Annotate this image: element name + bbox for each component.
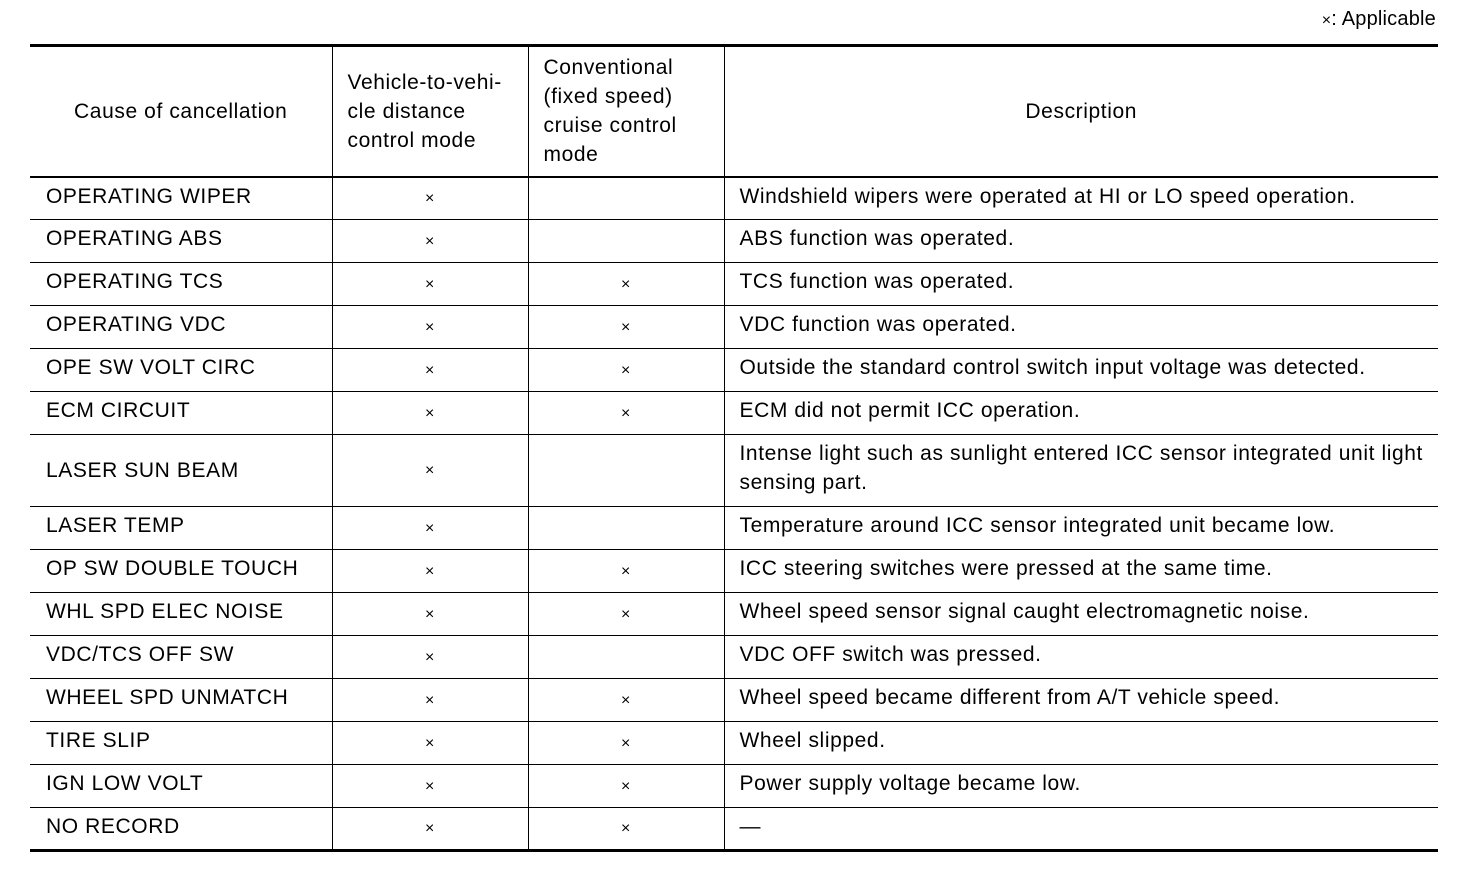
conventional-mode-cell: × bbox=[528, 593, 724, 636]
description-cell: Temperature around ICC sensor integrated unit became low. bbox=[724, 507, 1438, 550]
header-distance-mode bbox=[332, 46, 528, 177]
header-distance-mode-text: Vehicle-to-vehi- cle distance control mode bbox=[347, 70, 502, 152]
cause-cell: NO RECORD bbox=[30, 808, 332, 851]
distance-mode-cell: × bbox=[332, 220, 528, 263]
distance-mode-cell: × bbox=[332, 392, 528, 435]
table-row bbox=[30, 550, 1438, 593]
description-cell: ABS function was operated. bbox=[724, 220, 1438, 263]
applicable-mark: × bbox=[1321, 12, 1332, 29]
description-cell: Wheel speed sensor signal caught electromagnetic noise. bbox=[724, 593, 1438, 636]
distance-mode-cell: × bbox=[332, 765, 528, 808]
table-row bbox=[30, 808, 1438, 851]
table-header-row bbox=[30, 46, 1438, 177]
description-cell: Intense light such as sunlight entered ICC sensor integrated unit light sensing part. bbox=[724, 435, 1438, 507]
applicable-legend bbox=[1322, 8, 1436, 31]
cause-cell: OPE SW VOLT CIRC bbox=[30, 349, 332, 392]
conventional-mode-cell bbox=[528, 507, 724, 550]
conventional-mode-cell: × bbox=[528, 765, 724, 808]
distance-mode-cell: × bbox=[332, 263, 528, 306]
conventional-mode-cell bbox=[528, 177, 724, 220]
distance-mode-cell: × bbox=[332, 550, 528, 593]
header-conventional-mode-text: Conventional (fixed speed) cruise control mode bbox=[543, 56, 677, 167]
cause-cell: OPERATING ABS bbox=[30, 220, 332, 263]
description-cell: ECM did not permit ICC operation. bbox=[724, 392, 1438, 435]
table-row bbox=[30, 507, 1438, 550]
conventional-mode-cell: × bbox=[528, 679, 724, 722]
cause-cell: TIRE SLIP bbox=[30, 722, 332, 765]
table-row bbox=[30, 220, 1438, 263]
table-row bbox=[30, 679, 1438, 722]
table-body bbox=[30, 177, 1438, 851]
conventional-mode-cell: × bbox=[528, 306, 724, 349]
cause-cell: VDC/TCS OFF SW bbox=[30, 636, 332, 679]
distance-mode-cell: × bbox=[332, 808, 528, 851]
distance-mode-cell: × bbox=[332, 177, 528, 220]
table-row bbox=[30, 593, 1438, 636]
table-row bbox=[30, 392, 1438, 435]
table-row bbox=[30, 636, 1438, 679]
conventional-mode-cell bbox=[528, 636, 724, 679]
table-row bbox=[30, 722, 1438, 765]
description-cell: Power supply voltage became low. bbox=[724, 765, 1438, 808]
cause-cell: IGN LOW VOLT bbox=[30, 765, 332, 808]
table-row bbox=[30, 765, 1438, 808]
cause-cell: LASER SUN BEAM bbox=[30, 435, 332, 507]
cause-cell: WHL SPD ELEC NOISE bbox=[30, 593, 332, 636]
description-cell: Windshield wipers were operated at HI or LO speed operation. bbox=[724, 177, 1438, 220]
description-cell: ICC steering switches were pressed at the same time. bbox=[724, 550, 1438, 593]
description-cell: VDC function was operated. bbox=[724, 306, 1438, 349]
description-cell: TCS function was operated. bbox=[724, 263, 1438, 306]
distance-mode-cell: × bbox=[332, 507, 528, 550]
conventional-mode-cell: × bbox=[528, 550, 724, 593]
table-row bbox=[30, 306, 1438, 349]
cause-cell: OPERATING VDC bbox=[30, 306, 332, 349]
table-row bbox=[30, 177, 1438, 220]
table-row bbox=[30, 263, 1438, 306]
cause-cell: ECM CIRCUIT bbox=[30, 392, 332, 435]
cause-cell: LASER TEMP bbox=[30, 507, 332, 550]
conventional-mode-cell: × bbox=[528, 392, 724, 435]
distance-mode-cell: × bbox=[332, 636, 528, 679]
description-cell: VDC OFF switch was pressed. bbox=[724, 636, 1438, 679]
description-cell: — bbox=[724, 808, 1438, 851]
distance-mode-cell: × bbox=[332, 593, 528, 636]
conventional-mode-cell bbox=[528, 220, 724, 263]
cancellation-cause-table bbox=[30, 44, 1438, 852]
conventional-mode-cell: × bbox=[528, 349, 724, 392]
cause-cell: WHEEL SPD UNMATCH bbox=[30, 679, 332, 722]
distance-mode-cell: × bbox=[332, 435, 528, 507]
description-cell: Wheel speed became different from A/T vehicle speed. bbox=[724, 679, 1438, 722]
conventional-mode-cell bbox=[528, 435, 724, 507]
distance-mode-cell: × bbox=[332, 722, 528, 765]
header-conventional-mode bbox=[528, 46, 724, 177]
conventional-mode-cell: × bbox=[528, 263, 724, 306]
table-row bbox=[30, 435, 1438, 507]
cause-cell: OP SW DOUBLE TOUCH bbox=[30, 550, 332, 593]
distance-mode-cell: × bbox=[332, 679, 528, 722]
cause-cell: OPERATING WIPER bbox=[30, 177, 332, 220]
header-description: Description bbox=[724, 46, 1438, 177]
header-cause: Cause of cancellation bbox=[30, 46, 332, 177]
distance-mode-cell: × bbox=[332, 349, 528, 392]
cause-cell: OPERATING TCS bbox=[30, 263, 332, 306]
conventional-mode-cell: × bbox=[528, 808, 724, 851]
description-cell: Outside the standard control switch input voltage was detected. bbox=[724, 349, 1438, 392]
description-cell: Wheel slipped. bbox=[724, 722, 1438, 765]
table-row bbox=[30, 349, 1438, 392]
conventional-mode-cell: × bbox=[528, 722, 724, 765]
distance-mode-cell: × bbox=[332, 306, 528, 349]
applicable-legend-text: : Applicable bbox=[1331, 8, 1436, 30]
